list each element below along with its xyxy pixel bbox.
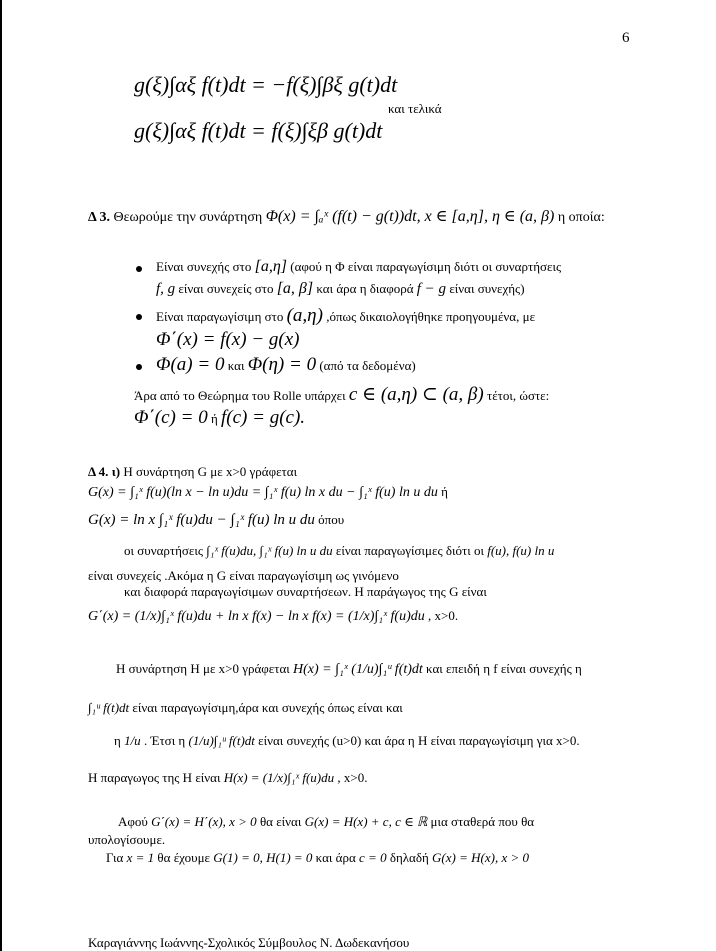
page-number: 6 — [622, 30, 630, 46]
bullet-dot — [136, 364, 142, 370]
d3-bullet-1-text: είναι συνεχής) — [449, 281, 525, 296]
d4-intro: Η συνάρτηση G με x>0 γράφεται — [123, 464, 298, 479]
bullet-dot — [136, 266, 142, 272]
d4-intro-line — [88, 464, 297, 480]
d4-h-math: H(x) = ∫₁ˣ (1/u)∫₁ᵘ f(t)dt — [293, 662, 423, 677]
d4-line3 — [124, 543, 554, 559]
d4-a2-line: υπολογίσουμε. — [88, 832, 166, 847]
d3-conclusion-math: Φ΄(c) = 0 — [134, 407, 208, 428]
d3-bullet-2-line-1 — [156, 305, 535, 327]
d3-conclusion-math: f(c) = g(c). — [221, 407, 306, 428]
d3-intro: Θεωρούμε την συνάρτηση — [113, 210, 263, 225]
d4-a3-math: c = 0 — [359, 850, 387, 865]
d4-a3-text: και άρα — [315, 850, 356, 865]
d3-bullet-1-line-2 — [156, 280, 525, 298]
d4-a3-text: δηλαδή — [389, 850, 429, 865]
d4-a3-text: θα έχουμε — [157, 850, 211, 865]
d3-bullet-1-text: Είναι συνεχής στο — [156, 259, 252, 274]
d4-h3-math: (1/u)∫₁ᵘ f(t)dt — [188, 733, 255, 748]
d4-a3-math: G(x) = H(x), x > 0 — [432, 850, 529, 865]
d4-line3-math: f(u), f(u) ln u — [487, 543, 555, 558]
d3-bullet-3-text: και — [227, 358, 245, 373]
d3-bullet-1-text: είναι συνεχείς στο — [178, 281, 274, 296]
d4-a1-text: Αφού — [118, 814, 148, 829]
d3-rolle-line — [134, 383, 549, 406]
d4-h-text: Η συνάρτηση H με x>0 γράφεται — [116, 661, 290, 676]
d4-deriv-g: G΄(x) = (1/x)∫₁ˣ f(u)du + ln x f(x) − ln x f(x) = (1/x)∫₁ˣ f(u)du — [88, 609, 425, 624]
d3-bullet-3-text: (από τα δεδομένα) — [319, 358, 416, 373]
d3-bullet-1-math: f, g — [156, 281, 176, 297]
d4-line3-text: είναι παραγωγίσιμες διότι οι — [335, 543, 484, 558]
d3-intro-line — [88, 206, 605, 226]
top-equation-2: g(ξ)∫αξ f(t)dt = f(ξ)∫ξβ g(t)dt — [134, 118, 383, 143]
d4-h3-text: . Έτσι η — [143, 733, 186, 748]
d4-eq1: G(x) = ∫₁ˣ f(u)(ln x − ln u)du = ∫₁ˣ f(u) ln x du − ∫₁ˣ f(u) ln u du — [88, 485, 438, 500]
d3-bullet-1-line-1 — [156, 258, 561, 276]
d3-rolle-text: Άρα από το Θεώρημα του Rolle υπάρχει — [134, 388, 346, 403]
d4-a1-text: μια σταθερά που θα — [430, 814, 535, 829]
d3-bullet-1-math: [a, β] — [276, 280, 314, 297]
d3-bullet-1-math: f − g — [416, 281, 447, 297]
page-left-border — [0, 0, 2, 951]
d4-a3-line — [106, 850, 529, 866]
d4-a3-text: Για — [106, 850, 124, 865]
d3-bullet-3-math: Φ(η) = 0 — [247, 354, 317, 375]
d3-bullet-1-text: (αφού η Φ είναι παραγωγίσιμη διότι οι συναρτήσεις — [290, 259, 562, 274]
d4-a1-math: G(x) = H(x) + c, c ∈ ℝ — [304, 814, 428, 829]
bullet-dot — [136, 314, 142, 320]
d3-rolle-tail: τέτοι, ώστε: — [486, 388, 550, 403]
d3-bullet-2-text: Είναι παραγωγίσιμη στο — [156, 309, 284, 324]
d4-eq1-tail: ή — [441, 484, 448, 499]
d4-line3-math: ∫₁ˣ f(u)du, ∫₁ˣ f(u) ln u du — [206, 543, 333, 558]
d3-function-def: Φ(x) = ∫ₐˣ (f(t) − g(t))dt, x ∈ [a,η], η ∈ (a, β) — [265, 208, 555, 225]
d4-label: Δ 4. — [88, 464, 109, 479]
d4-eq2-line — [88, 512, 344, 529]
d4-line3-text: οι συναρτήσεις — [124, 543, 204, 558]
d4-h2-math: ∫₁ᵘ f(t)dt — [88, 700, 130, 715]
d3-bullet-1-math: [a,η] — [254, 258, 287, 275]
d4-h-text: και επειδή η f είναι συνεχής η — [426, 661, 582, 676]
d4-h3-text: είναι συνεχής (u>0) και άρα η H είναι παραγωγίσιμη για x>0. — [258, 733, 580, 748]
top-equations-connector: και τελικά — [388, 101, 442, 116]
d4-eq2-tail: όπου — [318, 512, 345, 527]
d4-line4: είναι συνεχείς .Ακόμα η G είναι παραγωγίσιμη ως γινόμενο — [88, 568, 399, 583]
d4-a3-math: x = 1 — [126, 850, 155, 865]
d4-a1-text: θα είναι — [259, 814, 302, 829]
d4-h4-line — [88, 770, 367, 786]
d3-bullet-2-derivative: Φ΄(x) = f(x) − g(x) — [156, 329, 300, 350]
d4-part: ι) — [111, 464, 121, 479]
top-equation-1: g(ξ)∫αξ f(t)dt = −f(ξ)∫βξ g(t)dt — [134, 72, 398, 97]
d4-deriv-g-line — [88, 608, 458, 625]
d4-line5: και διαφορά παραγωγίσιμων συναρτήσεων. Η παράγωγος της G είναι — [124, 584, 487, 599]
d3-bullet-2-math: (a,η) — [286, 305, 323, 326]
d4-h3-math: 1/u — [124, 733, 141, 748]
footer-author: Καραγιάννης Ιωάννης-Σχολικός Σύμβουλος Ν. Δωδεκανήσου — [88, 935, 410, 950]
d4-a3-math: G(1) = 0, H(1) = 0 — [213, 850, 313, 865]
d4-h2-text: είναι παραγωγίσιμη,άρα και συνεχής όπως είναι και — [132, 700, 403, 715]
d4-eq1-line — [88, 484, 448, 501]
d4-deriv-g-tail: , x>0. — [428, 608, 459, 623]
d4-h2-line — [88, 700, 403, 716]
d4-h4-tail: , x>0. — [337, 770, 368, 785]
d3-bullet-1-text: και άρα η διαφορά — [316, 281, 414, 296]
d3-label: Δ 3. — [88, 210, 111, 225]
d4-a1-line — [118, 814, 534, 830]
d4-h3-text: η — [114, 733, 121, 748]
d4-a1-math: G΄(x) = H΄(x), x > 0 — [151, 814, 257, 829]
d3-rolle-math: c ∈ (a,η) ⊂ (a, β) — [348, 384, 484, 405]
d4-h4-math: H(x) = (1/x)∫₁ˣ f(u)du — [223, 770, 335, 785]
d3-bullet-3-math: Φ(a) = 0 — [156, 354, 225, 375]
d3-bullet-3-line — [156, 354, 416, 376]
d3-bullet-2-text: ,όπως δικαιολογήθηκε προηγουμένα, με — [326, 309, 536, 324]
d3-conclusion — [134, 407, 305, 429]
d4-h-line — [116, 661, 582, 678]
d4-eq2: G(x) = ln x ∫₁ˣ f(u)du − ∫₁ˣ f(u) ln u du — [88, 512, 315, 528]
d3-conclusion-text: ή — [210, 411, 218, 426]
d4-h3-line — [114, 733, 580, 749]
d3-intro-tail: η οποία: — [557, 210, 605, 225]
d4-h4-text: Η παραγωγος της H είναι — [88, 770, 221, 785]
